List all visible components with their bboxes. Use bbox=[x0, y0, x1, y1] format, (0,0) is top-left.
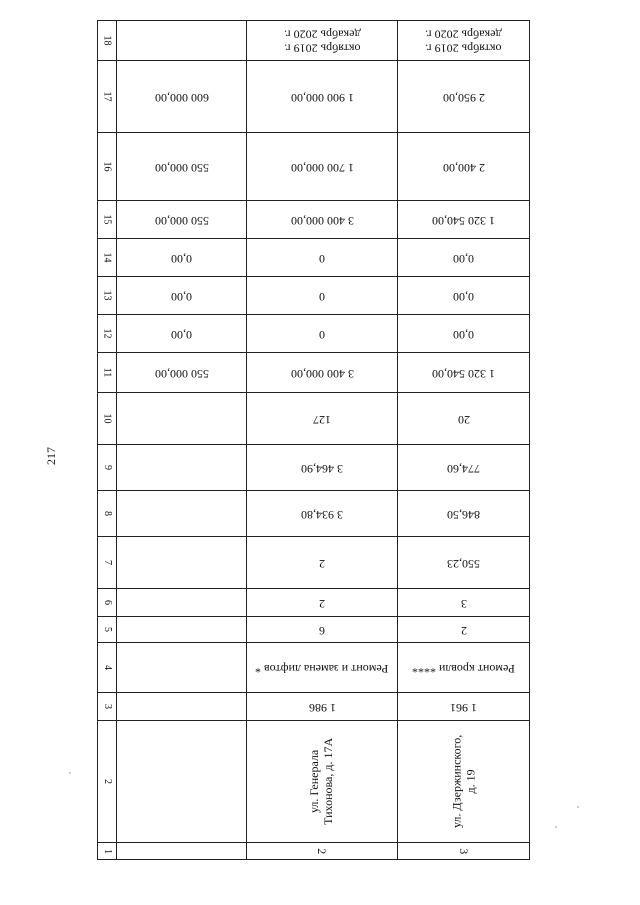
cell-bot bbox=[398, 133, 529, 200]
work-type: Ремонт кровли **** bbox=[412, 661, 515, 676]
value: 0,00 bbox=[171, 289, 192, 304]
value: 3 bbox=[460, 596, 467, 611]
table-row-6 bbox=[98, 589, 529, 617]
table-row-7 bbox=[98, 537, 529, 589]
cell-bot bbox=[398, 617, 529, 642]
value: 1 320 540,00 bbox=[432, 213, 495, 228]
value: 550 000,00 bbox=[154, 366, 209, 381]
column-index-cell bbox=[98, 21, 117, 60]
column-index-cell bbox=[98, 617, 117, 642]
cell-top bbox=[117, 277, 247, 314]
cell-mid bbox=[247, 201, 398, 238]
column-index-cell bbox=[98, 133, 117, 200]
cell-top bbox=[117, 315, 247, 352]
column-index-cell bbox=[98, 393, 117, 444]
cell-bot bbox=[398, 721, 529, 842]
cell-bot bbox=[398, 21, 529, 60]
cell-mid bbox=[247, 239, 398, 276]
scan-speck bbox=[577, 806, 579, 808]
page-number: 217 bbox=[44, 447, 58, 465]
column-index: 16 bbox=[101, 161, 113, 172]
column-index: 7 bbox=[101, 560, 113, 565]
cell-mid bbox=[247, 445, 398, 490]
cell-top bbox=[117, 353, 247, 392]
cell-top bbox=[117, 843, 247, 859]
cell-top bbox=[117, 589, 247, 616]
value: 1 900 000,00 bbox=[290, 90, 354, 105]
table-row-11 bbox=[98, 353, 529, 393]
cell-bot bbox=[398, 589, 529, 616]
value: 20 bbox=[457, 412, 470, 427]
column-index: 14 bbox=[101, 252, 113, 263]
column-index-cell bbox=[98, 491, 117, 536]
value: 0,00 bbox=[171, 251, 192, 266]
column-index-cell bbox=[98, 721, 117, 842]
column-index-cell bbox=[98, 277, 117, 314]
cell-mid bbox=[247, 353, 398, 392]
cell-bot bbox=[398, 201, 529, 238]
value: 2 bbox=[460, 623, 467, 638]
column-index-cell bbox=[98, 201, 117, 238]
address-text: ул. Генерала Тихонова, д. 17А bbox=[307, 737, 336, 826]
value: 550 000,00 bbox=[154, 213, 209, 228]
table-row-15 bbox=[98, 201, 529, 239]
value: 3 400 000,00 bbox=[290, 213, 354, 228]
table-row-5 bbox=[98, 617, 529, 643]
table-row-9 bbox=[98, 445, 529, 491]
cell-mid bbox=[247, 21, 398, 60]
cell-bot bbox=[398, 491, 529, 536]
column-index-cell bbox=[98, 445, 117, 490]
value: 3 934,80 bbox=[301, 507, 343, 522]
value: 0 bbox=[319, 327, 325, 342]
value: 2 bbox=[319, 596, 325, 611]
value: 0 bbox=[319, 289, 325, 304]
column-index: 6 bbox=[101, 600, 113, 605]
cell-mid bbox=[247, 589, 398, 616]
cell-bot bbox=[398, 61, 529, 132]
value: 0,00 bbox=[171, 327, 192, 342]
cell-top bbox=[117, 61, 247, 132]
column-index: 18 bbox=[101, 35, 113, 46]
value: 0,00 bbox=[453, 327, 474, 342]
cell-bot bbox=[398, 277, 529, 314]
value: 1 320 540,00 bbox=[432, 366, 495, 381]
cell-bot bbox=[398, 843, 529, 859]
cell-bot bbox=[398, 693, 529, 720]
period-text: октябрь 2019 г. декабрь 2020 г. bbox=[425, 27, 502, 56]
column-index: 10 bbox=[101, 413, 113, 424]
cell-bot bbox=[398, 643, 529, 692]
value: 0,00 bbox=[453, 251, 474, 266]
scan-speck bbox=[555, 826, 557, 828]
value: 1 961 bbox=[450, 700, 477, 715]
cell-mid bbox=[247, 133, 398, 200]
column-index-cell bbox=[98, 643, 117, 692]
column-index: 1 bbox=[101, 848, 113, 854]
cell-top bbox=[117, 537, 247, 588]
value: 774,60 bbox=[447, 461, 480, 476]
value: 600 000,00 bbox=[154, 90, 209, 105]
row-number: 3 bbox=[456, 847, 471, 854]
cell-top bbox=[117, 693, 247, 720]
column-index: 15 bbox=[101, 214, 113, 225]
value: 0,00 bbox=[453, 289, 474, 304]
table-row-16 bbox=[98, 133, 529, 201]
column-index-cell bbox=[98, 353, 117, 392]
cell-top bbox=[117, 445, 247, 490]
column-index-cell bbox=[98, 693, 117, 720]
data-table bbox=[97, 20, 530, 860]
cell-mid bbox=[247, 721, 398, 842]
column-index-cell bbox=[98, 843, 117, 859]
table-row-14 bbox=[98, 239, 529, 277]
cell-mid bbox=[247, 693, 398, 720]
scan-speck bbox=[69, 772, 71, 774]
value: 2 400,00 bbox=[442, 160, 485, 175]
value: 550 000,00 bbox=[154, 160, 209, 175]
cell-mid bbox=[247, 643, 398, 692]
address-text: ул. Дзержинского, д. 19 bbox=[449, 734, 478, 829]
column-index-cell bbox=[98, 239, 117, 276]
column-index: 13 bbox=[101, 290, 113, 301]
table-row-3 bbox=[98, 693, 529, 721]
table-row-12 bbox=[98, 315, 529, 353]
table-row-18 bbox=[98, 21, 529, 61]
cell-mid bbox=[247, 843, 398, 859]
cell-bot bbox=[398, 353, 529, 392]
column-index: 4 bbox=[101, 665, 113, 670]
column-index: 8 bbox=[101, 511, 113, 516]
cell-mid bbox=[247, 393, 398, 444]
column-index: 2 bbox=[101, 779, 113, 784]
cell-mid bbox=[247, 491, 398, 536]
table-row-4 bbox=[98, 643, 529, 693]
cell-bot bbox=[398, 239, 529, 276]
column-index: 12 bbox=[101, 328, 113, 339]
value: 846,50 bbox=[447, 507, 480, 522]
cell-top bbox=[117, 617, 247, 642]
cell-bot bbox=[398, 393, 529, 444]
cell-bot bbox=[398, 315, 529, 352]
cell-top bbox=[117, 721, 247, 842]
value: 6 bbox=[319, 623, 325, 638]
cell-mid bbox=[247, 277, 398, 314]
value: 2 bbox=[319, 556, 325, 571]
column-index: 3 bbox=[101, 704, 113, 709]
column-index: 11 bbox=[101, 367, 113, 378]
column-index-cell bbox=[98, 61, 117, 132]
column-index: 5 bbox=[101, 627, 113, 632]
value: 1 700 000,00 bbox=[290, 160, 354, 175]
cell-mid bbox=[247, 315, 398, 352]
cell-bot bbox=[398, 445, 529, 490]
cell-mid bbox=[247, 617, 398, 642]
value: 0 bbox=[319, 251, 325, 266]
column-index-cell bbox=[98, 537, 117, 588]
row-number: 2 bbox=[315, 847, 330, 854]
cell-mid bbox=[247, 537, 398, 588]
cell-top bbox=[117, 643, 247, 692]
value: 3 464,90 bbox=[301, 461, 343, 476]
cell-top bbox=[117, 21, 247, 60]
value: 2 950,00 bbox=[442, 90, 485, 105]
table-row-13 bbox=[98, 277, 529, 315]
table-row-2 bbox=[98, 721, 529, 843]
cell-top bbox=[117, 201, 247, 238]
value: 3 400 000,00 bbox=[290, 366, 354, 381]
column-index-cell bbox=[98, 315, 117, 352]
column-index-cell bbox=[98, 589, 117, 616]
cell-top bbox=[117, 133, 247, 200]
table-row-17 bbox=[98, 61, 529, 133]
cell-top bbox=[117, 393, 247, 444]
table-row-1 bbox=[98, 843, 529, 859]
table-row-8 bbox=[98, 491, 529, 537]
column-index: 9 bbox=[101, 465, 113, 470]
table-row-10 bbox=[98, 393, 529, 445]
value: 127 bbox=[313, 412, 331, 427]
work-type: Ремонт и замена лифтов * bbox=[255, 661, 389, 676]
cell-mid bbox=[247, 61, 398, 132]
cell-top bbox=[117, 239, 247, 276]
cell-bot bbox=[398, 537, 529, 588]
column-index: 17 bbox=[101, 91, 113, 102]
value: 550,23 bbox=[447, 556, 480, 571]
period-text: октябрь 2019 г. декабрь 2020 г. bbox=[283, 27, 361, 56]
value: 1 986 bbox=[308, 700, 336, 715]
cell-top bbox=[117, 491, 247, 536]
